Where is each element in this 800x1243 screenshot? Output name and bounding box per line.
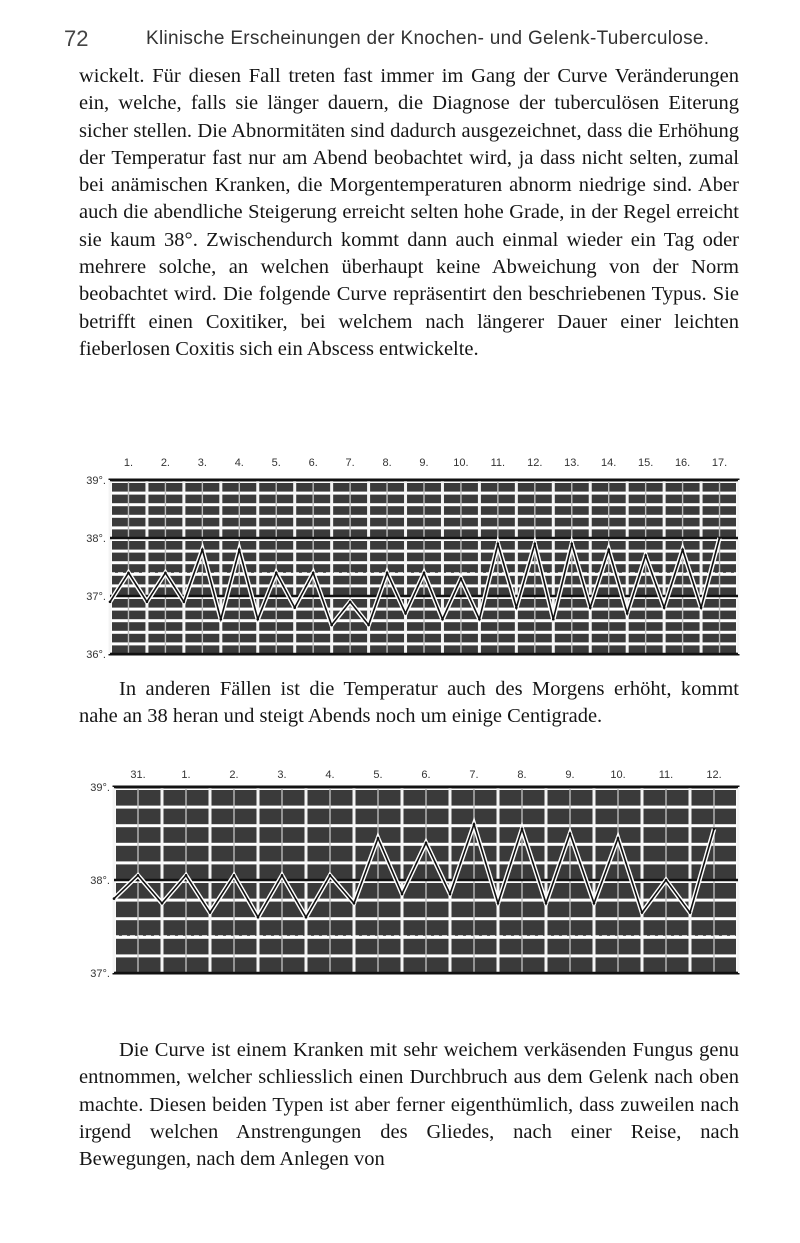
chart1-data-point xyxy=(201,548,204,551)
chart1-data-point xyxy=(109,601,112,604)
chart1-data-point xyxy=(404,612,407,615)
chart1-x-tick-label: 12. xyxy=(527,457,543,469)
chart1-x-tick-label: 15. xyxy=(637,457,654,469)
chart1-x-tick-label: 3. xyxy=(197,457,207,469)
chart1-data-point xyxy=(570,543,573,546)
chart2-x-tick-label: 7. xyxy=(469,769,479,781)
chart1-x-tick-label: 16. xyxy=(674,457,691,469)
chart1-data-point xyxy=(607,548,610,551)
chart1-data-point xyxy=(293,606,296,609)
chart1-x-tick-label: 10. xyxy=(453,457,469,469)
chart2-x-tick-label: 2. xyxy=(229,769,239,781)
chart1-data-point xyxy=(330,624,333,627)
chart1-data-point xyxy=(681,548,684,551)
chart1-data-point xyxy=(441,618,444,621)
chart2-data-point xyxy=(713,828,716,831)
chart1-data-point xyxy=(478,618,481,621)
chart1-data-point xyxy=(515,606,518,609)
chart1-y-tick-label: 38°. xyxy=(86,533,106,545)
chart1-data-point xyxy=(312,572,315,575)
chart2-x-tick-label: 11. xyxy=(658,769,674,781)
chart1-x-tick-label: 8. xyxy=(382,457,392,469)
chart2-data-point xyxy=(233,874,236,877)
chart1-data-point xyxy=(644,554,647,557)
chart2-data-point xyxy=(425,842,428,845)
chart2-data-point xyxy=(641,911,644,914)
chart2-data-point xyxy=(209,911,212,914)
chart2-data-point xyxy=(329,874,332,877)
chart2-x-tick-label: 1. xyxy=(181,769,191,781)
chart1-data-point xyxy=(386,572,389,575)
chart1-data-point xyxy=(275,572,278,575)
chart1-x-tick-label: 11. xyxy=(490,457,506,469)
paragraph-3: Die Curve ist einem Kranken mit sehr weichem verkäsenden Fungus genu entnommen, welcher schliesslich einen Durchbruch aus dem Gelenk nach oben machte. Diesen beiden Typen ist aber ferner eigenthümlich, dass zuweilen nach irgend welchen Anstrengungen des Gliedes, nach einer Reise, nach Bewegungen, nach dem Anlegen von xyxy=(79,1039,739,1171)
chart1-data-point xyxy=(220,618,223,621)
chart1-x-tick-label: 1. xyxy=(123,457,134,469)
chart2-data-point xyxy=(185,874,188,877)
chart2-x-tick-label: 5. xyxy=(373,769,383,781)
chart1-x-tick-label: 7. xyxy=(345,457,355,469)
page-header xyxy=(0,20,800,60)
chart1-data-point xyxy=(164,572,167,575)
chart1-x-tick-label: 2. xyxy=(160,457,171,469)
chart2-data-point xyxy=(305,916,308,919)
chart2-data-point xyxy=(353,902,356,905)
chart2-data-point xyxy=(521,828,524,831)
chart2-x-tick-label: 9. xyxy=(565,769,575,781)
chart1-x-tick-label: 13. xyxy=(564,457,580,469)
temperature-chart-1 xyxy=(62,448,752,658)
chart1-data-point xyxy=(146,601,149,604)
chart2-data-point xyxy=(281,874,284,877)
temperature-chart-2 xyxy=(62,760,752,985)
chart1-data-point xyxy=(589,606,592,609)
chart1-data-point xyxy=(256,618,259,621)
chart1-data-point xyxy=(626,612,629,615)
chart2-data-point xyxy=(137,874,140,877)
chart2-data-point xyxy=(593,902,596,905)
chart1-data-point xyxy=(700,606,703,609)
chart2-x-tick-label: 4. xyxy=(325,769,335,781)
chart2-data-point xyxy=(401,893,404,896)
chart1-x-tick-label: 14. xyxy=(601,457,617,469)
chart1-data-point xyxy=(238,548,241,551)
chart1-x-tick-label: 5. xyxy=(271,457,281,469)
chart2-y-tick-label: 37°. xyxy=(90,968,110,980)
chart1-data-point xyxy=(552,618,555,621)
chart1-y-tick-label: 37°. xyxy=(86,591,106,603)
chart2-data-point xyxy=(545,902,548,905)
chart2-data-point xyxy=(257,916,260,919)
chart1-x-tick-label: 4. xyxy=(234,457,244,469)
chart2-x-tick-label: 31. xyxy=(130,769,146,781)
chart2-y-tick-label: 38°. xyxy=(90,875,110,887)
chart1-data-point xyxy=(497,543,500,546)
chart2-data-point xyxy=(569,832,572,835)
paragraph-1: wickelt. Für diesen Fall treten fast immer im Gang der Curve Veränderungen ein, welche, falls sie länger dauern, die Diagnose der tuberculösen Eiterung sicher stellen. Die Abnormitäten sind dadurch ausgezeichnet, dass die Erhöhung der Temperatur fast nur am Abend beobachtet wird, ja dass nicht selten, zumal bei anämischen Kranken, die Morgentemperaturen abnorm niedrige sind. Aber auch die abendliche Steigerung erreicht selten hohe Grade, in der Regel erreicht sie kaum 38°. Zwischendurch kommt dann auch einmal wieder ein Tag oder mehrere solche, an welchen überhaupt keine Abweichung von der Norm beobachtet wird. Die folgende Curve repräsentirt den beschriebenen Typus. Sie betrifft einen Coxitiker, bei welchem nach längerer Dauer einer leichten fieberlosen Coxitis sich ein Abscess entwickelte. xyxy=(79,65,739,360)
chart1-x-tick-label: 9. xyxy=(419,457,429,469)
chart1-y-tick-label: 39°. xyxy=(86,475,106,487)
chart2-data-point xyxy=(497,902,500,905)
chart2-x-tick-label: 12. xyxy=(706,769,722,781)
chart2-data-point xyxy=(113,897,116,900)
chart2-x-tick-label: 6. xyxy=(421,769,431,781)
chart1-data-point xyxy=(663,606,666,609)
chart1-data-point xyxy=(183,601,186,604)
chart1-x-tick-label: 6. xyxy=(308,457,318,469)
running-title: Klinische Erscheinungen der Knochen- und Gelenk-Tuberculose. xyxy=(146,28,710,49)
chart2-y-tick-label: 39°. xyxy=(90,782,110,794)
chart2-x-tick-label: 10. xyxy=(610,769,626,781)
chart2-data-point xyxy=(449,893,452,896)
chart2-data-point xyxy=(617,837,620,840)
chart2-data-point xyxy=(473,823,476,826)
chart1-data-point xyxy=(718,537,721,540)
chart1-data-point xyxy=(367,624,370,627)
chart2-data-point xyxy=(377,837,380,840)
chart1-x-tick-label: 17. xyxy=(711,457,728,469)
chart2-data-point xyxy=(689,911,692,914)
chart1-data-point xyxy=(127,572,130,575)
page-number: 72 xyxy=(64,26,89,51)
chart2-data-point xyxy=(665,879,668,882)
chart1-y-tick-label: 36°. xyxy=(86,649,106,658)
chart2-x-tick-label: 3. xyxy=(277,769,287,781)
chart2-x-tick-label: 8. xyxy=(517,769,527,781)
chart1-data-point xyxy=(349,601,352,604)
chart1-data-point xyxy=(534,543,537,546)
chart2-data-point xyxy=(161,902,164,905)
chart1-data-point xyxy=(423,572,426,575)
chart1-data-point xyxy=(460,577,463,580)
paragraph-2: In anderen Fällen ist die Temperatur auch des Morgens erhöht, kommt nahe an 38 heran und steigt Abends noch um einige Centigrade. xyxy=(79,678,739,728)
